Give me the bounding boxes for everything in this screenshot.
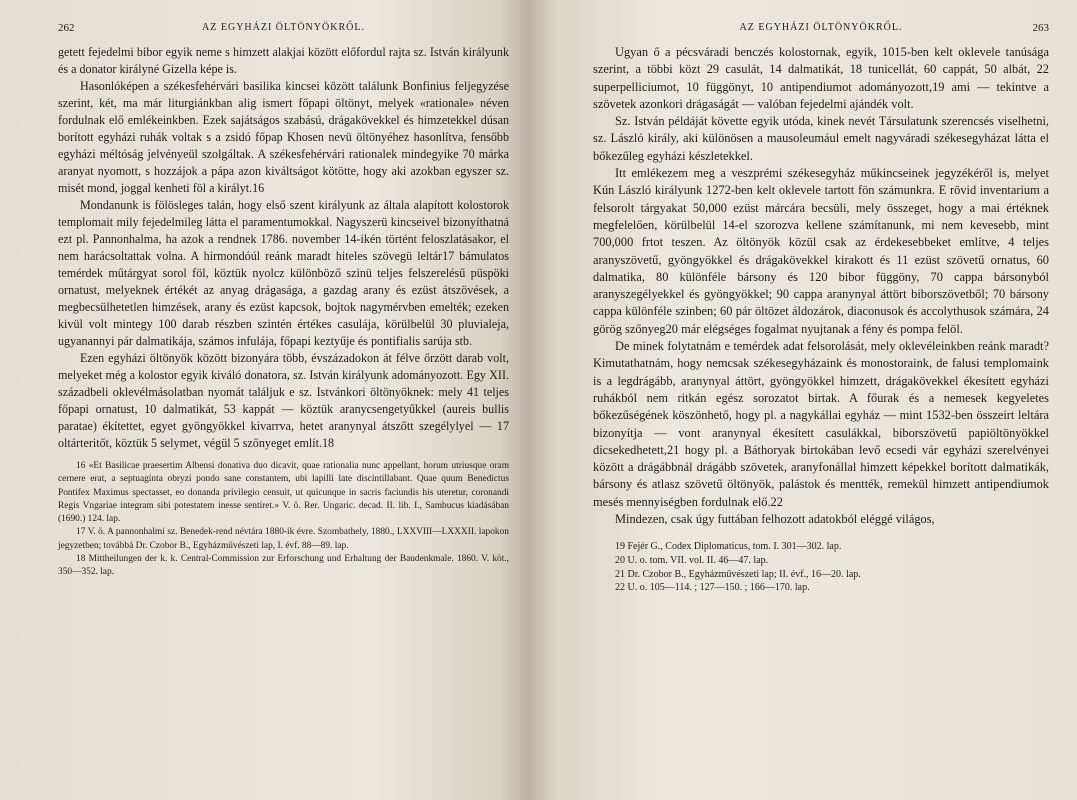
footnote: 21 Dr. Czobor B., Egyházművészeti lap; II. évf., 16—20. lap.: [615, 568, 861, 580]
paragraph: getett fejedelmi bibor egyik neme s himzett alakjai között előfordul rajta sz. István királyunk és a donator királyné Gizella képe is.: [58, 45, 509, 76]
left-page: [0, 0, 531, 800]
paragraph: Itt emlékezem meg a veszprémi székesegyház műkincseinek jegyzékéről is, melyet Kún László királyunk 1272-ben kelt oklevele tartott fön számunkra. E rövid inventarium a felsorolt tárgyakat 50,000 ezüst márcára becsüli, mely összeget, hogy a mai értéknek megfelelően, körülbelül 14-el szorozva kellene számítanunk, mi nem kevesebb, mint 700,000 frtot teszen. Az öltönyök közül csak az érdekesebbeket említve, 4 teljes aranyszövetű, gyöngyökkel és drágakövekkel kirakott és 11 ezüst szövetű ornatus, 60 dalmatika, 80 különféle bársony és 120 bibor függöny, 70 cappa bársonyból aranyszegélyekkel és gyöngyökkel; 90 cappa aranynyal áttört biborszövetből; 70 bársony cappa különféle szinben; 60 pár öltözet áldozárok, diaconusok és accolythusok számára, 24 görög szőnyeg20 már elégséges fogalmat nyujtanak a fény és pompa felöl.: [593, 166, 1049, 336]
left-footnotes: [58, 460, 509, 580]
footnote: 20 U. o. tom. VII. vol. II. 46—47. lap.: [615, 554, 769, 566]
paragraph: Ugyan ő a pécsváradi benczés kolostornak, egyik, 1015-ben kelt oklevele tanúsága szerint, a többi közt 29 casulát, 14 dalmatikát, 18 tunicellát, 60 cappát, 50 albát, 22 superpelliciumot, 10 függönyt, 10 antipendiumot adományozott,19 ami — tekintve a szövetek azonkori drágaságát — valóban fejedelmi ajándék volt.: [593, 45, 1049, 111]
right-page-number: 263: [1032, 22, 1049, 34]
footnote: 16 «Et Basilicae praesertim Albensi donativa duo dicavit, quae rationalia nunc appellant, horum utriusque oram cernere erat, a septuaginta obryzi pondo sane constantem, ubi lapilli late discintillabant. Quae quum Benedictus Pontifex Maximus spectasset, eo donanda privilegio censuit, ut quicunque in sacris faciundis his uteretur, coronandi Regis Vngariae integram sibi potestatem inesse sentiret.» V. ö. Rer. Ungaric. decad. II. lib. I., Sambucus kiadásában (1690.) 124. lap.: [58, 461, 509, 525]
paragraph: De minek folytatnám e temérdek adat felsorolását, mely oklevéleinkben reánk maradt? Kimutathatnám, hogy nemcsak székesegyházaink és monostoraink, de falusi templomaink is a legdrágább, aranynyal áttört, gyöngyökkel himzett, drágakövekkel ékesített egyházi ruhákból nem ritkán egész sorozatot birtak. A főurak és a nemesek kegyeletes bőkezűségének köszönhető, hogy pl. a nagykállai egyház — mint 1532-ben összeirt leltára bizonyítja — vont aranynyal ékesített casulákkal, biborszövetű papiöltönyökkel dicsekedhetett,21 hogy pl. a Báthoryak birtokában levő ecsedi vár egyházi szerelvényei között a drágábbnál drágább szövetek, aranyfonállal himzett képekkel borított dalmatikák, bársony és atlasz szövetű öltönyök, palástok és mentték, remekül himzett antipendiumok mesés mennyiségben fordulnak elő.22: [593, 339, 1049, 509]
paragraph: Hasonlóképen a székesfehérvári basilika kincsei között találunk Bonfinius feljegyzése szerint, két, ma már liturgiánkban alig ismert főpapi öltönyt, melyek «rationale» néven fordulnak elő emlékeinkben. Ezek sajátságos szabású, drágakövekkel és himzetekkel dúsan borított egyházi ruhák voltak s a zsidó főpap Khosen nevü öltönyéhez hasonlítva, fensőbb egyházi méltóság jelvényeül szolgáltak. A székesfehérvári rationalek mindegyike 70 márka aranyat nyomott, s hozzájok a pápa azon kiváltságot kötötte, hogy aki azokban egyszer sz. misét mond, joggal kenheti föl a királyt.16: [58, 79, 509, 195]
footnote: 22 U. o. 105—114. ; 127—150. ; 166—170. lap.: [615, 582, 810, 594]
paragraph: Mindezen, csak úgy futtában felhozott adatokból eléggé világos,: [615, 512, 935, 527]
paragraph: Mondanunk is fölösleges talán, hogy első szent királyunk az általa alapított kolostorok templomait mily fejedelmileg látta el paramentumokkal. Nagyszerü kincseivel bizonyíthatná ezt pl. Pannonhalma, ha azok a rendnek 1786. november 14-ikén történt feloszlatásakor, el nem harácsoltattak volna. A hirmondóúl reánk maradt hiteles szövegü leltár17 bámulatos temérdek műtárgyat sorol föl, köztük nyolcz különböző szinü teljes felszerelésű püspöki ornatust, melyeknek értékét az anyag drágasága, a gazdag arany és ezüst átszövések, a megbecsülhetetlen himzések, arany és ezüst kapcsok, bojtok nagymérvben emelték; ezeken kivül volt mintegy 100 darab részben szintén értékes casulája, körülbelül 30 pluvialeja, ugyanannyi pár dalmatikája, számos infulája, főpapi keztyűje és pontifialis sarúja stb.: [58, 198, 509, 348]
footnote: 19 Fejér G., Codex Diplomaticus, tom. I. 301—302. lap.: [615, 541, 842, 553]
right-running-title: AZ EGYHÁZI ÖLTÖNYÖKRŐL.: [739, 22, 903, 33]
left-running-head: [58, 22, 509, 44]
right-footnotes: [593, 540, 1049, 594]
paragraph: Ezen egyházi öltönyök között bizonyára több, évszázadokon át félve őrzött darab volt, melyeket még a kolostor egyik kiváló donatora, sz. István királyunk adományozott. Egy XII. századbeli oklevélmásolatban nyomát találjuk e sz. Istvánkori öltönyöknek: mely 41 teljes főpapi ornatust, 10 dalmatikát, 53 kappát — köztük aranycsengetyűkkel (aureis bullis paratae) ékítettet, egyet gyöngyökkel kivarrva, hetet aranynyal átszőtt szegélylyel — 17 oltárteritőt, köztük 5 selymet, végül 5 szőnyeget említ.18: [58, 351, 509, 450]
right-body-text: [593, 44, 1049, 528]
footnote: 17 V. ö. A pannonhalmi sz. Benedek-rend névtára 1880-ik évre. Szombathely, 1880., LXXVIII—LXXXII. lapokon jegyzetben; továbbá Dr. Czobor B., Egyházművészeti lap, I. évf. 88—89. lap.: [58, 527, 509, 551]
footnote: 18 Mittheilungen der k. k. Central-Commission zur Erforschung und Erhaltung der Baudenkmale. 1860. V. köt., 350—352. lap.: [58, 554, 509, 578]
left-running-title: AZ EGYHÁZI ÖLTÖNYÖKRŐL.: [202, 22, 365, 33]
right-page: [531, 0, 1077, 800]
right-running-head: [593, 22, 1049, 44]
left-page-number: 262: [58, 22, 75, 34]
paragraph: Sz. István példáját követte egyik utóda, kinek nevét Társulatunk szerencsés viselhetni, sz. László király, aki különösen a mausoleumául emelt nagyváradi székesegyházat látta el bőkezűleg egyházi készletekkel.: [593, 114, 1049, 163]
left-body-text: [58, 44, 509, 452]
